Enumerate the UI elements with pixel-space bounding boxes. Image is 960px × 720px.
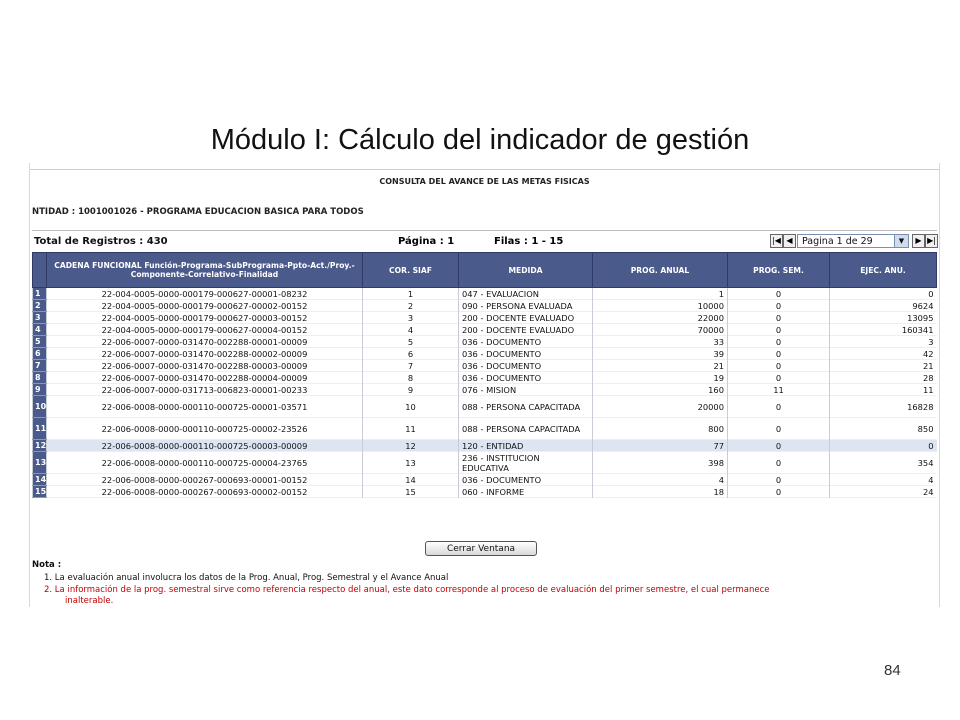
row-number: 5	[33, 336, 47, 348]
row-number: 10	[33, 396, 47, 418]
cell-ejec-anu: 0	[830, 440, 937, 452]
first-page-icon[interactable]: |◀	[770, 234, 783, 248]
row-number: 3	[33, 312, 47, 324]
column-header-ejec-anu[interactable]: EJEC. ANU.	[830, 253, 937, 288]
last-page-icon[interactable]: ▶|	[925, 234, 938, 248]
cell-prog-sem: 0	[728, 418, 830, 440]
cell-cor-siaf: 10	[363, 396, 459, 418]
cell-prog-sem: 0	[728, 300, 830, 312]
report-window	[29, 163, 940, 607]
column-header-row-number	[33, 253, 47, 288]
cell-cadena: 22-006-0008-0000-000110-000725-00001-03571	[47, 396, 363, 418]
cell-ejec-anu: 160341	[830, 324, 937, 336]
cell-prog-anual: 4	[593, 474, 728, 486]
cell-cadena: 22-004-0005-0000-000179-000627-00002-00152	[47, 300, 363, 312]
row-range: Filas : 1 - 15	[494, 236, 564, 247]
cell-prog-anual: 33	[593, 336, 728, 348]
cell-medida: 036 - DOCUMENTO	[459, 372, 593, 384]
note-2-continuation: inalterable.	[65, 596, 114, 606]
cell-prog-sem: 0	[728, 348, 830, 360]
cell-medida: 036 - DOCUMENTO	[459, 348, 593, 360]
cell-ejec-anu: 3	[830, 336, 937, 348]
cell-ejec-anu: 9624	[830, 300, 937, 312]
table-row[interactable]	[33, 396, 937, 418]
table-row[interactable]	[33, 384, 937, 396]
cell-prog-anual: 19	[593, 372, 728, 384]
slide-number: 84	[884, 662, 901, 679]
cell-cadena: 22-006-0007-0000-031470-002288-00001-00009	[47, 336, 363, 348]
close-window-button[interactable]: Cerrar Ventana	[425, 541, 537, 556]
cell-prog-anual: 398	[593, 452, 728, 474]
row-number: 12	[33, 440, 47, 452]
cell-cadena: 22-006-0007-0000-031713-006823-00001-00233	[47, 384, 363, 396]
cell-prog-anual: 20000	[593, 396, 728, 418]
cell-medida: 200 - DOCENTE EVALUADO	[459, 324, 593, 336]
page-select-value: Pagina 1 de 29	[802, 236, 873, 247]
table-row[interactable]	[33, 474, 937, 486]
note-1: 1. La evaluación anual involucra los datos de la Prog. Anual, Prog. Semestral y el Avance Anual	[44, 573, 449, 583]
cell-medida: 036 - DOCUMENTO	[459, 360, 593, 372]
cell-prog-anual: 39	[593, 348, 728, 360]
cell-cor-siaf: 15	[363, 486, 459, 498]
cell-medida: 060 - INFORME	[459, 486, 593, 498]
cell-prog-sem: 11	[728, 384, 830, 396]
cell-prog-sem: 0	[728, 452, 830, 474]
cell-prog-anual: 22000	[593, 312, 728, 324]
row-number: 2	[33, 300, 47, 312]
cell-cadena: 22-006-0007-0000-031470-002288-00003-00009	[47, 360, 363, 372]
cell-cor-siaf: 1	[363, 288, 459, 300]
table-row[interactable]	[33, 360, 937, 372]
cell-prog-anual: 70000	[593, 324, 728, 336]
row-number: 15	[33, 486, 47, 498]
cell-ejec-anu: 354	[830, 452, 937, 474]
page-select[interactable]	[797, 234, 909, 248]
cell-prog-sem: 0	[728, 396, 830, 418]
row-number: 1	[33, 288, 47, 300]
table-row[interactable]	[33, 288, 937, 300]
table-row[interactable]	[33, 372, 937, 384]
cell-prog-anual: 21	[593, 360, 728, 372]
metas-table	[32, 252, 937, 498]
cell-prog-sem: 0	[728, 312, 830, 324]
cell-ejec-anu: 28	[830, 372, 937, 384]
cell-medida: 236 - INSTITUCION EDUCATIVA	[459, 452, 593, 474]
table-row[interactable]	[33, 418, 937, 440]
table-row[interactable]	[33, 300, 937, 312]
report-title: CONSULTA DEL AVANCE DE LAS METAS FISICAS	[379, 177, 590, 186]
row-number: 11	[33, 418, 47, 440]
total-records: Total de Registros : 430	[34, 236, 168, 247]
cell-cor-siaf: 4	[363, 324, 459, 336]
cell-prog-anual: 18	[593, 486, 728, 498]
table-row[interactable]	[33, 486, 937, 498]
cell-cadena: 22-006-0008-0000-000267-000693-00002-00152	[47, 486, 363, 498]
table-row[interactable]	[33, 324, 937, 336]
cell-medida: 088 - PERSONA CAPACITADA	[459, 396, 593, 418]
note-2: 2. La información de la prog. semestral sirve como referencia respecto del anual, este dato corresponde al proceso de evaluación del primer semestre, el cual permanece	[44, 585, 770, 595]
cell-cor-siaf: 8	[363, 372, 459, 384]
cell-medida: 036 - DOCUMENTO	[459, 474, 593, 486]
notes-title: Nota :	[32, 560, 62, 570]
cell-cadena: 22-006-0008-0000-000267-000693-00001-00152	[47, 474, 363, 486]
row-number: 14	[33, 474, 47, 486]
table-row[interactable]	[33, 440, 937, 452]
cell-cor-siaf: 13	[363, 452, 459, 474]
cell-ejec-anu: 4	[830, 474, 937, 486]
cell-medida: 090 - PERSONA EVALUADA	[459, 300, 593, 312]
cell-medida: 088 - PERSONA CAPACITADA	[459, 418, 593, 440]
cell-medida: 076 - MISION	[459, 384, 593, 396]
cell-prog-sem: 0	[728, 324, 830, 336]
next-page-icon[interactable]: ▶	[912, 234, 925, 248]
cell-prog-sem: 0	[728, 372, 830, 384]
slide-title: Módulo I: Cálculo del indicador de gestión	[210, 124, 750, 156]
cell-ejec-anu: 24	[830, 486, 937, 498]
cell-ejec-anu: 13095	[830, 312, 937, 324]
cell-cor-siaf: 3	[363, 312, 459, 324]
cell-prog-sem: 0	[728, 486, 830, 498]
cell-cadena: 22-006-0008-0000-000110-000725-00004-23765	[47, 452, 363, 474]
cell-cor-siaf: 7	[363, 360, 459, 372]
cell-cadena: 22-004-0005-0000-000179-000627-00004-00152	[47, 324, 363, 336]
cell-prog-anual: 160	[593, 384, 728, 396]
cell-ejec-anu: 16828	[830, 396, 937, 418]
cell-prog-anual: 77	[593, 440, 728, 452]
table-row[interactable]	[33, 348, 937, 360]
cell-cor-siaf: 9	[363, 384, 459, 396]
cell-cadena: 22-006-0008-0000-000110-000725-00002-23526	[47, 418, 363, 440]
row-number: 4	[33, 324, 47, 336]
cell-cadena: 22-006-0007-0000-031470-002288-00002-00009	[47, 348, 363, 360]
cell-cor-siaf: 6	[363, 348, 459, 360]
row-number: 13	[33, 452, 47, 474]
cell-ejec-anu: 21	[830, 360, 937, 372]
chevron-down-icon[interactable]: ▼	[894, 235, 908, 247]
cell-ejec-anu: 0	[830, 288, 937, 300]
cell-cadena: 22-006-0007-0000-031470-002288-00004-00009	[47, 372, 363, 384]
column-header-prog-sem[interactable]: PROG. SEM.	[728, 253, 830, 288]
table-header-row	[33, 253, 937, 288]
cell-medida: 200 - DOCENTE EVALUADO	[459, 312, 593, 324]
table-row[interactable]	[33, 336, 937, 348]
cell-medida: 036 - DOCUMENTO	[459, 336, 593, 348]
row-number: 7	[33, 360, 47, 372]
row-number: 6	[33, 348, 47, 360]
cell-ejec-anu: 850	[830, 418, 937, 440]
cell-cor-siaf: 12	[363, 440, 459, 452]
cell-cor-siaf: 11	[363, 418, 459, 440]
cell-prog-sem: 0	[728, 440, 830, 452]
cell-prog-sem: 0	[728, 474, 830, 486]
current-page: Página : 1	[398, 236, 455, 247]
cell-cadena: 22-006-0008-0000-000110-000725-00003-00009	[47, 440, 363, 452]
top-divider	[30, 169, 939, 170]
cell-prog-sem: 0	[728, 360, 830, 372]
cell-prog-anual: 800	[593, 418, 728, 440]
row-number: 8	[33, 372, 47, 384]
cell-prog-anual: 10000	[593, 300, 728, 312]
cell-prog-anual: 1	[593, 288, 728, 300]
cell-prog-sem: 0	[728, 288, 830, 300]
cell-medida: 120 - ENTIDAD	[459, 440, 593, 452]
entity-label: NTIDAD : 1001001026 - PROGRAMA EDUCACION BASICA PARA TODOS	[32, 207, 364, 217]
cell-cor-siaf: 5	[363, 336, 459, 348]
cell-cor-siaf: 14	[363, 474, 459, 486]
table-row[interactable]	[33, 312, 937, 324]
cell-cadena: 22-004-0005-0000-000179-000627-00003-00152	[47, 312, 363, 324]
pagination-toolbar	[32, 230, 937, 249]
cell-cadena: 22-004-0005-0000-000179-000627-00001-08232	[47, 288, 363, 300]
cell-prog-sem: 0	[728, 336, 830, 348]
column-header-cor-siaf[interactable]: COR. SIAF	[363, 253, 459, 288]
column-header-cadena[interactable]: CADENA FUNCIONAL Función-Programa-SubPrograma-Ppto-Act./Proy.-Componente-Correlativo-Finalidad	[47, 253, 363, 288]
table-row[interactable]	[33, 452, 937, 474]
cell-ejec-anu: 11	[830, 384, 937, 396]
cell-cor-siaf: 2	[363, 300, 459, 312]
column-header-medida[interactable]: MEDIDA	[459, 253, 593, 288]
cell-ejec-anu: 42	[830, 348, 937, 360]
cell-medida: 047 - EVALUACION	[459, 288, 593, 300]
column-header-prog-anual[interactable]: PROG. ANUAL	[593, 253, 728, 288]
row-number: 9	[33, 384, 47, 396]
prev-page-icon[interactable]: ◀	[783, 234, 796, 248]
